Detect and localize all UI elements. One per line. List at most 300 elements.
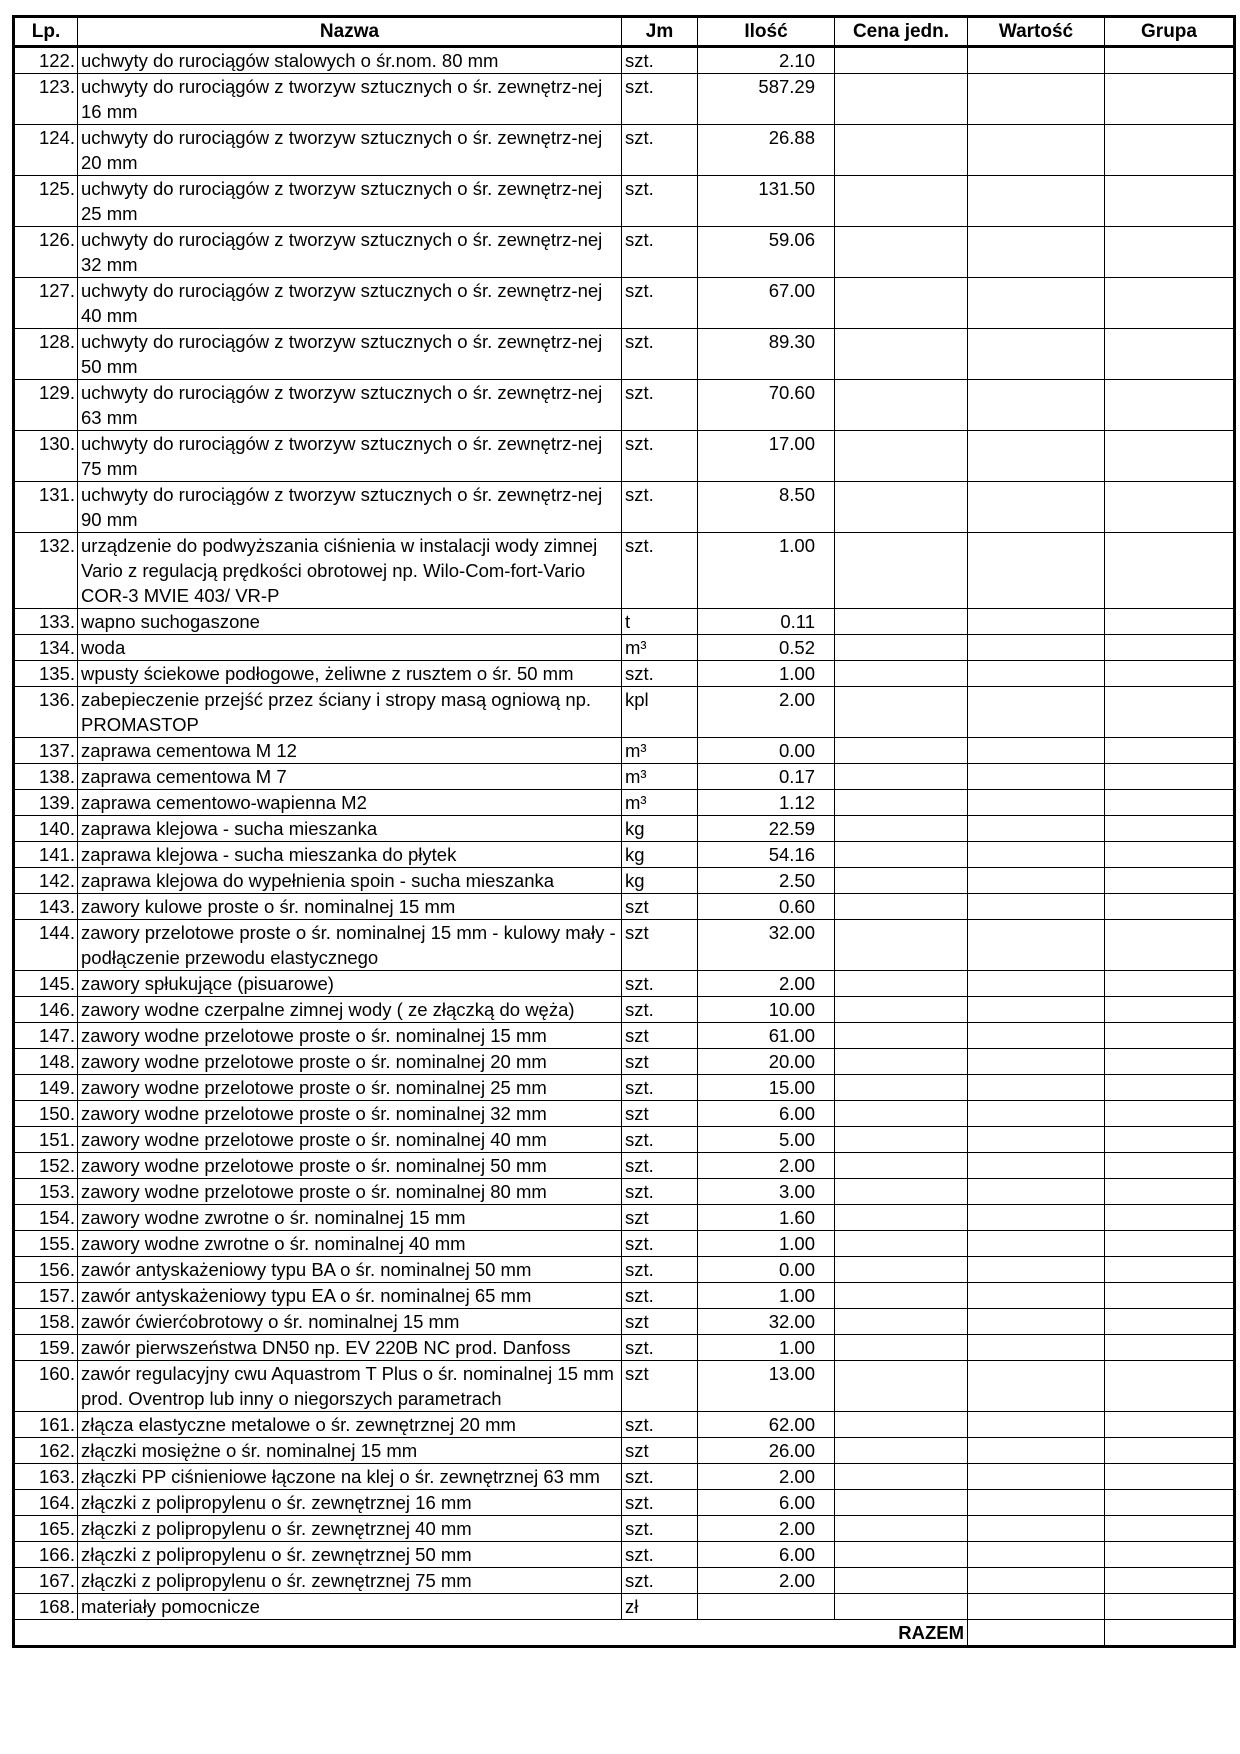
row-name: wapno suchogaszone: [78, 609, 622, 635]
row-group: [1105, 1179, 1235, 1205]
row-value: [968, 227, 1105, 278]
row-name: zawór antyskażeniowy typu EA o śr. nominalnej 65 mm: [78, 1283, 622, 1309]
table-row: [14, 842, 1235, 868]
row-unit-price: [835, 176, 968, 227]
row-lp: 161.: [14, 1412, 78, 1438]
row-unit-price: [835, 764, 968, 790]
row-lp: 147.: [14, 1023, 78, 1049]
row-name: zawory wodne przelotowe proste o śr. nominalnej 20 mm: [78, 1049, 622, 1075]
table-row: [14, 278, 1235, 329]
row-unit: szt.: [622, 227, 698, 278]
row-value: [968, 894, 1105, 920]
row-group: [1105, 1127, 1235, 1153]
row-quantity: 89.30: [698, 329, 835, 380]
row-name: złącza elastyczne metalowe o śr. zewnętrznej 20 mm: [78, 1412, 622, 1438]
row-unit: szt: [622, 1361, 698, 1412]
row-unit: szt: [622, 1101, 698, 1127]
row-group: [1105, 1257, 1235, 1283]
row-value: [968, 738, 1105, 764]
row-quantity: 6.00: [698, 1490, 835, 1516]
header-value: Wartość: [968, 17, 1105, 47]
row-quantity: 0.00: [698, 738, 835, 764]
table-row: [14, 738, 1235, 764]
row-quantity: 59.06: [698, 227, 835, 278]
row-name: zawór antyskażeniowy typu BA o śr. nominalnej 50 mm: [78, 1257, 622, 1283]
table-row: [14, 609, 1235, 635]
row-group: [1105, 1335, 1235, 1361]
row-unit-price: [835, 997, 968, 1023]
row-quantity: 0.11: [698, 609, 835, 635]
row-value: [968, 609, 1105, 635]
row-lp: 133.: [14, 609, 78, 635]
row-unit: szt.: [622, 1516, 698, 1542]
row-unit: szt.: [622, 125, 698, 176]
row-name: zawory wodne zwrotne o śr. nominalnej 40 mm: [78, 1231, 622, 1257]
row-name: złączki PP ciśnieniowe łączone na klej o śr. zewnętrznej 63 mm: [78, 1464, 622, 1490]
row-group: [1105, 1464, 1235, 1490]
table-row: [14, 1464, 1235, 1490]
row-lp: 127.: [14, 278, 78, 329]
row-unit: szt.: [622, 176, 698, 227]
materials-table: [12, 15, 1236, 1648]
header-row: [14, 17, 1235, 47]
table-row: [14, 635, 1235, 661]
total-label: RAZEM: [14, 1620, 968, 1647]
row-group: [1105, 176, 1235, 227]
row-unit: szt.: [622, 329, 698, 380]
row-quantity: 1.00: [698, 1335, 835, 1361]
row-unit: szt.: [622, 997, 698, 1023]
row-quantity: 1.00: [698, 661, 835, 687]
row-name: materiały pomocnicze: [78, 1594, 622, 1620]
row-unit-price: [835, 868, 968, 894]
row-group: [1105, 1594, 1235, 1620]
row-quantity: 2.00: [698, 1568, 835, 1594]
table-row: [14, 533, 1235, 609]
table-row: [14, 1568, 1235, 1594]
row-group: [1105, 1516, 1235, 1542]
row-value: [968, 125, 1105, 176]
row-quantity: 2.00: [698, 1464, 835, 1490]
row-quantity: 1.00: [698, 533, 835, 609]
row-group: [1105, 738, 1235, 764]
row-value: [968, 278, 1105, 329]
row-name: złączki z polipropylenu o śr. zewnętrznej 40 mm: [78, 1516, 622, 1542]
row-unit-price: [835, 1335, 968, 1361]
row-unit-price: [835, 635, 968, 661]
row-lp: 137.: [14, 738, 78, 764]
row-group: [1105, 816, 1235, 842]
row-value: [968, 329, 1105, 380]
row-name: zaprawa cementowo-wapienna M2: [78, 790, 622, 816]
table-row: [14, 894, 1235, 920]
table-row: [14, 1516, 1235, 1542]
row-group: [1105, 227, 1235, 278]
row-unit: szt.: [622, 1179, 698, 1205]
row-name: zawór ćwierćobrotowy o śr. nominalnej 15 mm: [78, 1309, 622, 1335]
row-lp: 130.: [14, 431, 78, 482]
total-row: [14, 1620, 1235, 1647]
table-row: [14, 1412, 1235, 1438]
table-row: [14, 1023, 1235, 1049]
row-lp: 163.: [14, 1464, 78, 1490]
table-row: [14, 1205, 1235, 1231]
row-name: zabepieczenie przejść przez ściany i stropy masą ogniową np. PROMASTOP: [78, 687, 622, 738]
row-unit: szt.: [622, 380, 698, 431]
row-group: [1105, 1361, 1235, 1412]
table-row: [14, 176, 1235, 227]
row-quantity: 587.29: [698, 74, 835, 125]
row-name: uchwyty do rurociągów z tworzyw sztucznych o śr. zewnętrz-nej 63 mm: [78, 380, 622, 431]
row-value: [968, 868, 1105, 894]
row-group: [1105, 661, 1235, 687]
table-row: [14, 1594, 1235, 1620]
table-row: [14, 329, 1235, 380]
row-unit: szt.: [622, 1127, 698, 1153]
row-lp: 152.: [14, 1153, 78, 1179]
row-lp: 148.: [14, 1049, 78, 1075]
row-value: [968, 1594, 1105, 1620]
row-unit-price: [835, 47, 968, 74]
row-unit: m³: [622, 790, 698, 816]
row-unit: m³: [622, 738, 698, 764]
row-quantity: 15.00: [698, 1075, 835, 1101]
row-group: [1105, 482, 1235, 533]
row-lp: 151.: [14, 1127, 78, 1153]
table-row: [14, 431, 1235, 482]
row-name: zawory wodne przelotowe proste o śr. nominalnej 25 mm: [78, 1075, 622, 1101]
row-lp: 164.: [14, 1490, 78, 1516]
row-value: [968, 1412, 1105, 1438]
table-row: [14, 74, 1235, 125]
row-value: [968, 790, 1105, 816]
row-unit-price: [835, 482, 968, 533]
row-unit-price: [835, 790, 968, 816]
row-unit-price: [835, 1516, 968, 1542]
row-value: [968, 842, 1105, 868]
table-row: [14, 816, 1235, 842]
row-unit: szt.: [622, 1464, 698, 1490]
row-unit-price: [835, 894, 968, 920]
row-unit-price: [835, 1205, 968, 1231]
row-unit: szt.: [622, 74, 698, 125]
table-row: [14, 227, 1235, 278]
row-value: [968, 380, 1105, 431]
row-value: [968, 1542, 1105, 1568]
row-value: [968, 74, 1105, 125]
row-group: [1105, 1101, 1235, 1127]
row-value: [968, 1049, 1105, 1075]
row-unit: szt: [622, 1309, 698, 1335]
row-value: [968, 1464, 1105, 1490]
row-value: [968, 1309, 1105, 1335]
row-unit: szt.: [622, 1490, 698, 1516]
row-unit-price: [835, 1049, 968, 1075]
row-value: [968, 764, 1105, 790]
row-quantity: 17.00: [698, 431, 835, 482]
row-lp: 165.: [14, 1516, 78, 1542]
row-lp: 142.: [14, 868, 78, 894]
row-name: zawory kulowe proste o śr. nominalnej 15 mm: [78, 894, 622, 920]
row-unit-price: [835, 842, 968, 868]
row-quantity: 26.00: [698, 1438, 835, 1464]
row-quantity: 54.16: [698, 842, 835, 868]
row-unit-price: [835, 1101, 968, 1127]
row-value: [968, 431, 1105, 482]
row-unit-price: [835, 1594, 968, 1620]
row-lp: 159.: [14, 1335, 78, 1361]
row-quantity: 2.00: [698, 687, 835, 738]
row-unit-price: [835, 1283, 968, 1309]
row-lp: 168.: [14, 1594, 78, 1620]
row-unit-price: [835, 661, 968, 687]
row-lp: 143.: [14, 894, 78, 920]
row-lp: 141.: [14, 842, 78, 868]
table-row: [14, 1438, 1235, 1464]
row-value: [968, 1335, 1105, 1361]
row-unit-price: [835, 1490, 968, 1516]
header-unit: Jm: [622, 17, 698, 47]
row-value: [968, 816, 1105, 842]
row-quantity: 20.00: [698, 1049, 835, 1075]
row-group: [1105, 687, 1235, 738]
row-name: złączki mosiężne o śr. nominalnej 15 mm: [78, 1438, 622, 1464]
row-name: zaprawa klejowa - sucha mieszanka: [78, 816, 622, 842]
row-lp: 154.: [14, 1205, 78, 1231]
row-unit: kg: [622, 842, 698, 868]
table-row: [14, 868, 1235, 894]
row-lp: 144.: [14, 920, 78, 971]
row-lp: 134.: [14, 635, 78, 661]
row-unit-price: [835, 1568, 968, 1594]
row-unit-price: [835, 816, 968, 842]
row-unit-price: [835, 1438, 968, 1464]
row-name: uchwyty do rurociągów stalowych o śr.nom. 80 mm: [78, 47, 622, 74]
row-name: uchwyty do rurociągów z tworzyw sztucznych o śr. zewnętrz-nej 32 mm: [78, 227, 622, 278]
row-group: [1105, 1231, 1235, 1257]
table-row: [14, 1153, 1235, 1179]
row-group: [1105, 1542, 1235, 1568]
row-lp: 138.: [14, 764, 78, 790]
row-lp: 140.: [14, 816, 78, 842]
row-lp: 128.: [14, 329, 78, 380]
row-lp: 124.: [14, 125, 78, 176]
row-unit-price: [835, 687, 968, 738]
row-group: [1105, 125, 1235, 176]
row-unit-price: [835, 738, 968, 764]
row-value: [968, 687, 1105, 738]
row-unit-price: [835, 1257, 968, 1283]
table-row: [14, 125, 1235, 176]
table-row: [14, 1361, 1235, 1412]
row-value: [968, 1023, 1105, 1049]
row-group: [1105, 74, 1235, 125]
row-name: zawory wodne czerpalne zimnej wody ( ze złączką do węża): [78, 997, 622, 1023]
row-unit-price: [835, 380, 968, 431]
row-unit: szt.: [622, 1257, 698, 1283]
row-name: zawory przelotowe proste o śr. nominalnej 15 mm - kulowy mały - podłączenie przewodu elastycznego: [78, 920, 622, 971]
table-row: [14, 1075, 1235, 1101]
row-name: zaprawa klejowa do wypełnienia spoin - sucha mieszanka: [78, 868, 622, 894]
row-lp: 162.: [14, 1438, 78, 1464]
table-row: [14, 482, 1235, 533]
row-group: [1105, 842, 1235, 868]
row-value: [968, 1438, 1105, 1464]
row-unit: szt.: [622, 533, 698, 609]
row-name: zawory wodne przelotowe proste o śr. nominalnej 50 mm: [78, 1153, 622, 1179]
row-unit: szt.: [622, 1153, 698, 1179]
row-name: uchwyty do rurociągów z tworzyw sztucznych o śr. zewnętrz-nej 40 mm: [78, 278, 622, 329]
row-unit-price: [835, 74, 968, 125]
row-name: złączki z polipropylenu o śr. zewnętrznej 16 mm: [78, 1490, 622, 1516]
row-lp: 156.: [14, 1257, 78, 1283]
table-row: [14, 971, 1235, 997]
row-unit-price: [835, 1542, 968, 1568]
row-name: uchwyty do rurociągów z tworzyw sztucznych o śr. zewnętrz-nej 20 mm: [78, 125, 622, 176]
row-value: [968, 533, 1105, 609]
row-value: [968, 1568, 1105, 1594]
row-unit: szt.: [622, 47, 698, 74]
row-lp: 153.: [14, 1179, 78, 1205]
row-lp: 132.: [14, 533, 78, 609]
row-value: [968, 176, 1105, 227]
row-name: zawory wodne przelotowe proste o śr. nominalnej 40 mm: [78, 1127, 622, 1153]
table-row: [14, 380, 1235, 431]
row-quantity: 10.00: [698, 997, 835, 1023]
row-unit: szt.: [622, 1231, 698, 1257]
row-unit: szt.: [622, 1542, 698, 1568]
row-quantity: 6.00: [698, 1101, 835, 1127]
row-unit-price: [835, 1127, 968, 1153]
table-row: [14, 790, 1235, 816]
row-quantity: 1.12: [698, 790, 835, 816]
row-quantity: 5.00: [698, 1127, 835, 1153]
row-group: [1105, 971, 1235, 997]
row-unit-price: [835, 1309, 968, 1335]
row-unit-price: [835, 971, 968, 997]
table-row: [14, 1049, 1235, 1075]
row-unit: szt.: [622, 1075, 698, 1101]
row-name: wpusty ściekowe podłogowe, żeliwne z rusztem o śr. 50 mm: [78, 661, 622, 687]
row-lp: 126.: [14, 227, 78, 278]
row-group: [1105, 894, 1235, 920]
row-name: woda: [78, 635, 622, 661]
table-row: [14, 1257, 1235, 1283]
table-body: [14, 47, 1235, 1620]
row-name: uchwyty do rurociągów z tworzyw sztucznych o śr. zewnętrz-nej 50 mm: [78, 329, 622, 380]
row-quantity: 3.00: [698, 1179, 835, 1205]
table-row: [14, 1127, 1235, 1153]
table-row: [14, 1490, 1235, 1516]
row-name: zaprawa cementowa M 12: [78, 738, 622, 764]
table-row: [14, 1542, 1235, 1568]
row-name: zawory wodne przelotowe proste o śr. nominalnej 15 mm: [78, 1023, 622, 1049]
row-name: złączki z polipropylenu o śr. zewnętrznej 50 mm: [78, 1542, 622, 1568]
row-name: zawory wodne przelotowe proste o śr. nominalnej 80 mm: [78, 1179, 622, 1205]
row-quantity: 22.59: [698, 816, 835, 842]
row-group: [1105, 1438, 1235, 1464]
row-quantity: 131.50: [698, 176, 835, 227]
row-group: [1105, 1023, 1235, 1049]
row-value: [968, 1075, 1105, 1101]
row-unit-price: [835, 1412, 968, 1438]
row-quantity: 61.00: [698, 1023, 835, 1049]
row-value: [968, 1516, 1105, 1542]
row-quantity: 2.00: [698, 1516, 835, 1542]
row-unit-price: [835, 1361, 968, 1412]
row-lp: 136.: [14, 687, 78, 738]
row-unit: szt.: [622, 1283, 698, 1309]
row-quantity: 2.00: [698, 1153, 835, 1179]
row-quantity: 67.00: [698, 278, 835, 329]
row-lp: 157.: [14, 1283, 78, 1309]
row-unit: szt.: [622, 482, 698, 533]
table-footer: [14, 1620, 1235, 1647]
row-group: [1105, 329, 1235, 380]
row-value: [968, 1283, 1105, 1309]
row-unit: m³: [622, 764, 698, 790]
row-unit: kg: [622, 816, 698, 842]
row-unit-price: [835, 1023, 968, 1049]
row-lp: 146.: [14, 997, 78, 1023]
row-unit: szt: [622, 1049, 698, 1075]
table-row: [14, 764, 1235, 790]
row-value: [968, 997, 1105, 1023]
row-name: uchwyty do rurociągów z tworzyw sztucznych o śr. zewnętrz-nej 75 mm: [78, 431, 622, 482]
row-quantity: 1.00: [698, 1231, 835, 1257]
row-name: zaprawa klejowa - sucha mieszanka do płytek: [78, 842, 622, 868]
row-lp: 166.: [14, 1542, 78, 1568]
row-quantity: 0.17: [698, 764, 835, 790]
row-unit-price: [835, 278, 968, 329]
row-quantity: 0.52: [698, 635, 835, 661]
row-lp: 122.: [14, 47, 78, 74]
table-row: [14, 997, 1235, 1023]
table-row: [14, 1179, 1235, 1205]
row-value: [968, 971, 1105, 997]
row-unit: szt.: [622, 971, 698, 997]
row-name: zawory spłukujące (pisuarowe): [78, 971, 622, 997]
table-row: [14, 687, 1235, 738]
row-unit-price: [835, 1464, 968, 1490]
row-group: [1105, 1412, 1235, 1438]
row-lp: 149.: [14, 1075, 78, 1101]
row-quantity: 1.00: [698, 1283, 835, 1309]
header-group: Grupa: [1105, 17, 1235, 47]
row-lp: 155.: [14, 1231, 78, 1257]
row-name: uchwyty do rurociągów z tworzyw sztucznych o śr. zewnętrz-nej 25 mm: [78, 176, 622, 227]
row-quantity: 2.00: [698, 971, 835, 997]
row-unit: szt.: [622, 1335, 698, 1361]
row-unit-price: [835, 1179, 968, 1205]
row-name: zaprawa cementowa M 7: [78, 764, 622, 790]
row-lp: 131.: [14, 482, 78, 533]
row-unit-price: [835, 1075, 968, 1101]
row-group: [1105, 764, 1235, 790]
row-unit: szt.: [622, 431, 698, 482]
row-unit: kpl: [622, 687, 698, 738]
row-lp: 167.: [14, 1568, 78, 1594]
row-quantity: 1.60: [698, 1205, 835, 1231]
row-quantity: 2.50: [698, 868, 835, 894]
row-group: [1105, 790, 1235, 816]
row-lp: 139.: [14, 790, 78, 816]
row-quantity: 32.00: [698, 920, 835, 971]
row-unit: szt: [622, 920, 698, 971]
row-lp: 129.: [14, 380, 78, 431]
row-value: [968, 1179, 1105, 1205]
table-row: [14, 920, 1235, 971]
